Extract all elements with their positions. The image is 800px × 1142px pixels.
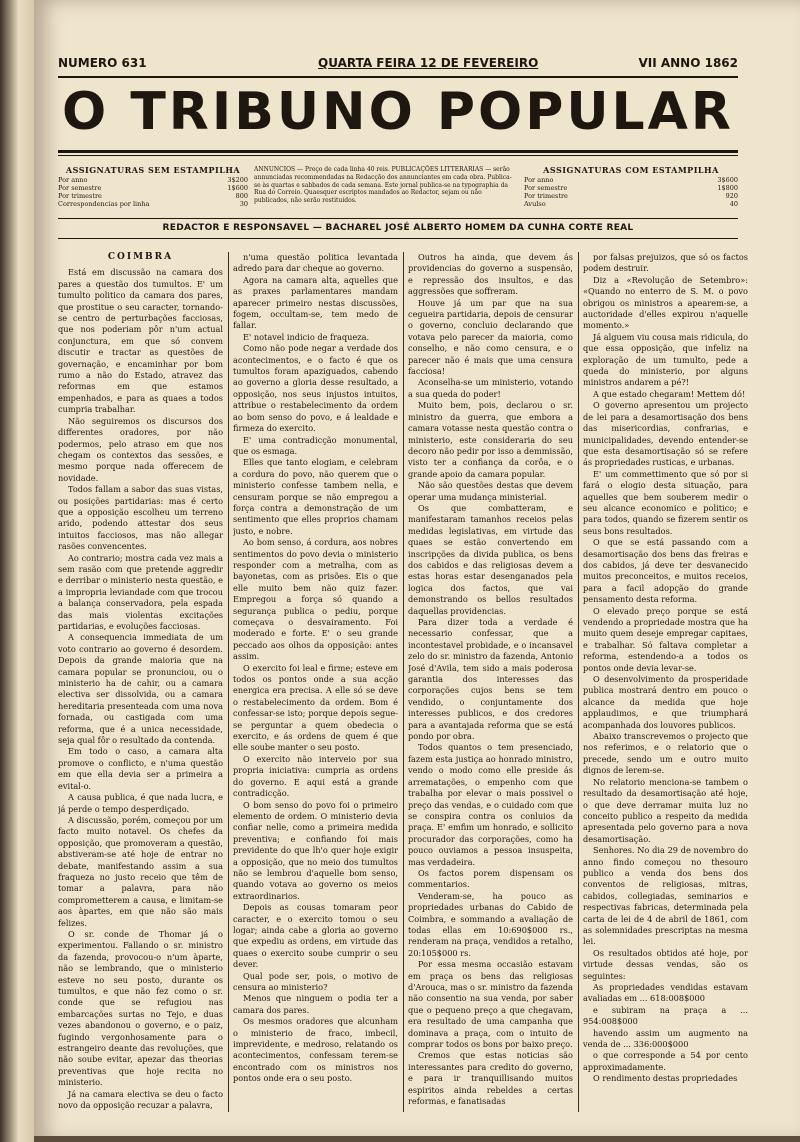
subscription-price: 920 [725,192,738,200]
article-paragraph: Todos fallam a sabor das suas vistas, ou posições partidarias: mas é certo que a opposição escolheu um terreno arido, podendo attestar dos seus intuitos facciosos, mas não allegar rasões convencentes. [58,484,223,552]
issue-date: QUARTA FEIRA 12 DE FEVEREIRO [318,56,539,70]
article-paragraph: O exercito foi leal e firme; esteve em todos os pontos onde a sua acção energica era precisa. A elle só se deve o restabelecimento da ordem. Bom é confessar-se isto; porque depois segue-se perguntar a quem obedecia o exercito, e ás ordens de quem é que elle soube manter o seu posto. [233,662,398,753]
issue-number: NUMERO 631 [58,56,147,70]
subscriptions-left-rows [58,176,248,208]
masthead-rule-thin [58,155,738,156]
subscription-price: 3$600 [717,176,738,184]
article-paragraph: O bom senso do povo foi o primeiro elemento de ordem. O ministerio devia confiar nelle, como a primeira medida preventiva; e confiando foi mais previdente do que lh'o quer hoje exigir a opposição, que no meio dos tumultos não se lembrou d'aquelle bom senso, quando votava ao governo os meios extraordinarios. [233,799,398,901]
subscription-row [524,192,738,200]
article-paragraph: Aconselha-se um ministerio, votando a sua queda do poder! [408,377,573,399]
subscription-price: 3$200 [227,176,248,184]
article-paragraph: o que corresponde a 54 por cento approximadamente. [583,1050,748,1072]
subscription-row [58,176,248,184]
article-paragraph: Os que combatteram, e manifestaram tamanhos receios pelas medidas legislativas, em virtude das quaes se estão convertendo em inscripções da divida publica, os bens dos cabidos e das religiosas devem a estas horas estar desenganados pela logica dos factos, que vai demonstrando os bellos resultados daquellas providencias. [408,502,573,616]
article-paragraph: Todos quantos o tem presenciado, fazem esta justiça ao honrado ministro, vendo o modo como elle preside ás arrematações, o empenho com que trabalha por elevar o mais possivel o preço das vendas, e o cuidado com que se conspira contra os conluios da praça. E' emfim um honrado, e sollicito procurador das corporações, como ha pouco ouviamos a pessoa insuspeita, mas verdadeira. [408,742,573,867]
adjacent-page-spine [0,0,34,1142]
subscriptions-right-rows [524,176,738,208]
article-paragraph: e subiram na praça a ... 954:008$000 [583,1004,748,1027]
subscription-row [524,176,738,184]
article-paragraph: Os resultados obtidos até hoje, por virtude dessas vendas, são os seguintes: [583,947,748,981]
article-paragraph: O exercito não interveio por sua propria iniciativa: cumpria as ordens do governo. E aqui está a grande contradicção. [233,753,398,799]
article-paragraph: A discussão, porém, começou por um facto muito notavel. Os chefes da opposição, que promoveram a questão, abstiveram-se até hoje de entrar no debate, manifestando assim a sua fraqueza no justo receio que têm de tomar a palavra, para não comprometterem a causa, e limitam-se aos àpartes, em que não são mais felizes. [58,814,223,928]
editor-line: REDACTOR E RESPONSAVEL — BACHAREL JOSÉ ALBERTO HOMEM DA CUNHA CORTE REAL [162,223,634,233]
article-paragraph: Os mesmos oradores que alcunham o ministerio de fraco, imbecil, imprevidente, e medroso, relatando os acontecimentos, confessam terem-se encontrado com os ministros nos pontos onde era o seu posto. [233,1016,398,1084]
subscription-label: Por trimestre [58,192,102,200]
article-paragraph: No relatorio menciona-se tambem o resultado da desamortisação até hoje, o que deve derramar muita luz no conceito publico a respeito da medida apresentada pelo governo para a nova desamortisação. [583,776,748,844]
article-paragraph: Outros ha ainda, que devem ás providencias do governo a suspensão, e repressão dos insultos, e das aggressões que soffreram. [408,252,573,297]
column-separator [403,252,404,1112]
article-paragraph: Não seguiremos os discursos dos differentes oradores, por não podermos, pelo atraso em que nos chegam os contextos das sessões, e mesmo porque nada offerecem de novidade. [58,415,223,483]
subscriptions-left-header: ASSIGNATURAS SEM ESTAMPILHA [65,165,241,175]
article-column-1 [58,252,223,1112]
article-paragraph: Senhores. No dia 29 de novembro do anno findo começou no thesouro publico a venda dos bens dos conventos de religiosas, mitras, cabidos, collegiadas, seminarios e respectivas fabricas, determinada pela carta de lei de 4 de abril de 1861, com as solemnidades prescriptas na mesma lei. [583,845,748,947]
newspaper-page [34,0,800,1142]
article-paragraph: Ao contrario; mostra cada vez mais a sem rasão com que pretende aggredir e derribar o ministerio nesta questão, e a impropria leviandade com que trocou a balança conservadora, pela espada das mais violentas excitações partidarias, e evoluções facciosas. [58,552,223,631]
subscriptions-with-stamp [524,166,738,218]
article-paragraph: Elles que tanto elogiam, e celebram a cordura do povo, não querem que o ministerio confesse tambem nella, e censuram porque se não empregou a força contra a demonstração de um sentimento que elles proprios chamam justo, e nobre. [233,457,398,536]
article-paragraph: n'uma questão politica levantada adredo para dar cheque ao governo. [233,252,398,274]
article-paragraph: Já na camara electiva se deu o facto novo da opposição recuzar a palavra, [58,1088,223,1111]
article-paragraph: havendo assim um augmento na venda de ... 336:000$000 [583,1027,748,1050]
column-separator [578,252,579,1112]
subscription-label: Por semestre [58,184,102,192]
article-paragraph: Cremos que estas noticias são interessantes para credito do governo, e para ir tranquillisando muitos espiritos ainda rebeldes a certas reformas, e fanatisadas [408,1050,573,1107]
subscription-price: 1$600 [227,184,248,192]
newspaper-title: O TRIBUNO POPULAR [62,82,734,142]
subscription-price: 800 [235,192,248,200]
article-paragraph: Diz a «Revolução de Setembro»: «Quando no enterro de S. M. o povo obrigou os ministros a apearem-se, a auctoridade d'elles expirou n'aquelle momento.» [583,274,748,331]
masthead-info-line [58,56,738,74]
article-paragraph: Não são questões destas que devem operar uma mudança ministerial. [408,480,573,502]
article-paragraph: O rendimento destas propriedades [593,1073,738,1084]
article-paragraph: O elevado preço porque se está vendendo a propriedade mostra que ha muito quem deseje empregar capitaes, e trabalhar. Só faltava completar a reforma, estendendo-a a todos os pontos onde devia levar-se. [583,605,748,673]
subscription-label: Por anno [524,176,554,184]
article-paragraph: Já alguem viu cousa mais ridicula, do que essa opposição, que infeliz na exploração de um tumulto, pede a queda do ministerio, por alguns ministros andarem a pé?! [583,331,748,388]
article-paragraph: O sr. conde de Thomar já o experimentou. Fallando o sr. ministro da fazenda, provocou-o n'um àparte, não se lembrando, que o ministerio esteve no seu posto, durante os tumultos, e que não fez como o sr. conde que se refugiou nas embarcações surtas no Tejo, e duas vezes abandonou o governo, e o paiz, fugindo vergonhosamente para o estrangeiro deante das revoluções, que não soube evitar, apezar das theorias preventivas que hoje recita no ministerio. [58,928,223,1088]
article-column-3 [408,252,573,1112]
article-paragraph: O que se está passando com a desamortisação dos bens das freiras e dos cabidos, já deve ter desvanecido muitos preconceitos, e muitos receios, para a facil adopção do grande pensamento desta reforma. [583,537,748,605]
article-paragraph: O governo apresentou um projecto de lei para a desamortisação dos bens das misericordias, confrarias, e municipalidades, devendo entender-se que esta desamortisação só se refere ás propriedades rusticas, e urbanas. [583,400,748,468]
article-paragraph: Qual pode ser, pois, o motivo de censura ao ministerio? [233,970,398,992]
subscription-row [524,184,738,192]
article-column-4 [583,252,748,1112]
article-paragraph: A que estado chegaram! Mettem dó! [593,388,746,399]
article-column-2 [233,252,398,1112]
article-paragraph: Houve já um par que na sua cegueira partidaria, depois de censurar o governo, concluio declarando que votava pelo parecer da maioria, como conselho, e não como censura, e o parecer não é mais que uma censura facciosa! [408,297,573,377]
article-paragraph: Para dizer toda a verdade é necessario confessar, que a incontestavel probidade, e o incansavel zelo do sr. ministro da fazenda, Antonio José d'Avila, tem sido a mais poderosa garantia dos interesses das corporações cujos bens se tem vendido, o conjuntamente dos interesses publicos, e dos credores para a avantajada reforma que se está pondo por obra. [408,617,573,742]
subscription-price: 1$800 [717,184,738,192]
subscription-row [58,192,248,200]
article-paragraph: A consequencia immediata de um voto contrario ao governo é desordem. Depois da grande maioria que na camara popular se pronunciou, ou o ministerio ha de cahir, ou a camara electiva ser dissolvida, ou a camara hereditaria presenteada com uma nova fornada, ou castigada com uma reforma, que é a unica necessidade, seja qual fôr o resultado da contenda. [58,632,223,746]
article-paragraph: E' uma contradicção monumental, que os esmaga. [233,434,398,456]
subscription-price: 30 [239,200,248,208]
article-paragraph: E' um commettimento que só por si fará o elogio desta situação, para aquelles que bem souberem medir o seu alcance economico e politico; e para todos, quando se fizerem sentir os seus bons resultados. [583,468,748,536]
subscription-label: Por semestre [524,184,568,192]
subscription-price: 40 [729,200,738,208]
column-separator [228,252,229,1112]
article-paragraph: O desenvolvimento da prosperidade publica mostrará dentro em pouco o alcance da medida que hoje applaudimos, e que triumphará acompanhada dos louvores publicos. [583,674,748,730]
article-paragraph: Ao bom senso, á cordura, aos nobres sentimentos do povo devia o ministerio responder com a metralha, com as bayonetas, com as prisões. Eis o que elle muito bem não quiz fazer. Empregou a força só quando a segurança publica o pediu, porque começava o desvairamento. Foi moderado e forte. E' o seu grande peccado aos olhos da opposição: antes assim. [233,537,398,662]
article-paragraph: Como não pode negar a verdade dos acontecimentos, e o facto é que os tumultos foram apaziguados, cabendo ao governo a gloria desse resultado, a opposição, nos seus injustos intuitos, attribue o restabelecimento da ordem ao bom senso do povo, e á lealdade e firmeza do exercito. [233,343,398,434]
announcements-notice: ANNUNCIOS — Preço de cada linha 40 reis. PUBLICAÇÕES LITTERARIAS — serão annunciadas recommendadas na Redacção dos annunciantes em cada obra. Publica-se às quartas e sabbados de cada semana. Este jornal publica-se na typographia da Rua do Correio. Quaesquer escriptos mandados ao Redactor, sejam ou não publicados, não serão restituidos. [254,166,512,205]
subscriptions-without-stamp [58,166,248,218]
article-paragraph: Depois as cousas tomaram peor caracter, e o exercito tomou o seu logar; ainda cabe a gloria ao governo que expediu as ordens, em virtude das quaes o exercito soube cumprir o seu dever. [233,902,398,970]
article-paragraph: Está em discussão na camara dos pares a questão dos tumultos. E' um tumulto politico da camara dos pares, que prostitue o seu caracter, tornando-se centro de perturbações facciosas, que nos poderiam pôr n'um actual conjunctura, em que só convem discutir e tractar as questões de governação, e encaminhar por bom rumo a não do Estado, atravez das reformas em que estamos empenhados, e para as quaes a todos cumpria trabalhar. [58,267,223,415]
article-paragraph: Os factos porem dispensam os commentarios. [408,867,573,890]
article-paragraph: As propriedades vendidas estavam avaliadas em ... 618:008$000 [583,982,748,1004]
section-title: COIMBRA [107,252,174,262]
article-paragraph: Muito bem, pois, declarou o sr. ministro da guerra, que embora a camara votasse nesta questão contra o ministerio, este consideraria do seu decoro não pedir por isso a demmissão, visto ter a confiança da corôa, e o grande apoio da camara popular. [408,400,573,479]
subscription-label: Por anno [58,176,88,184]
masthead-rule-top [58,76,738,78]
article-paragraph: Menos que ninguem o podia ter a camara dos pares. [233,993,398,1015]
page-bottom-edge [34,1136,800,1142]
subscription-row [524,200,738,208]
article-paragraph: por falsas prejuizos, que só os factos podem destruir. [583,252,748,274]
masthead-rule-bottom [58,150,738,153]
subscription-label: Correspondencias por linha [58,200,150,208]
subscriptions-right-header: ASSIGNATURAS COM ESTAMPILHA [543,165,719,175]
article-paragraph: A causa publica, é que nada lucra, e já perde o tempo desperdiçado. [58,792,223,814]
subscription-label: Avulso [524,200,546,208]
editor-rule-top [58,218,738,219]
subscription-row [58,184,248,192]
article-paragraph: Em todo o caso, a camara alta promove o conflicto, e n'uma questão em que ella devia ser a primeira a evital-o. [58,746,223,791]
article-paragraph: Por essa mesma occasião estavam em praça os bens das religiosas d'Arouca, mas o sr. ministro da fazenda não consentio na sua venda, por saber que o pequeno preço a que chegavam, era resultado de uma campanha que dominava a praça, com o intuito de comprar todos os bons por baixo preço. [408,959,573,1050]
article-paragraph: E' notavel indicio de fraqueza. [243,331,370,342]
issue-year: VII ANNO 1862 [638,56,738,70]
article-paragraph: Venderam-se, ha pouco as propriedades urbanas do Cabido de Coimbra, e sommando a avaliação de todas ellas em 10:690$000 rs., renderam na praça, vendidos a retalho, 20:105$000 rs. [408,890,573,958]
article-paragraph: Agora na camara alta, aquelles que as praxes parlamentares mandam aparecer primeiro nestas discussões, fogem, occultam-se, tem medo de fallar. [233,274,398,331]
editor-rule-bottom [58,238,738,239]
article-paragraph: Abaixo transcrevemos o projecto que nos referimos, e o relatorio que o precede, sendo um e outro muito dignos de lerem-se. [583,731,748,776]
subscription-label: Por trimestre [524,192,568,200]
subscription-row [58,200,248,208]
